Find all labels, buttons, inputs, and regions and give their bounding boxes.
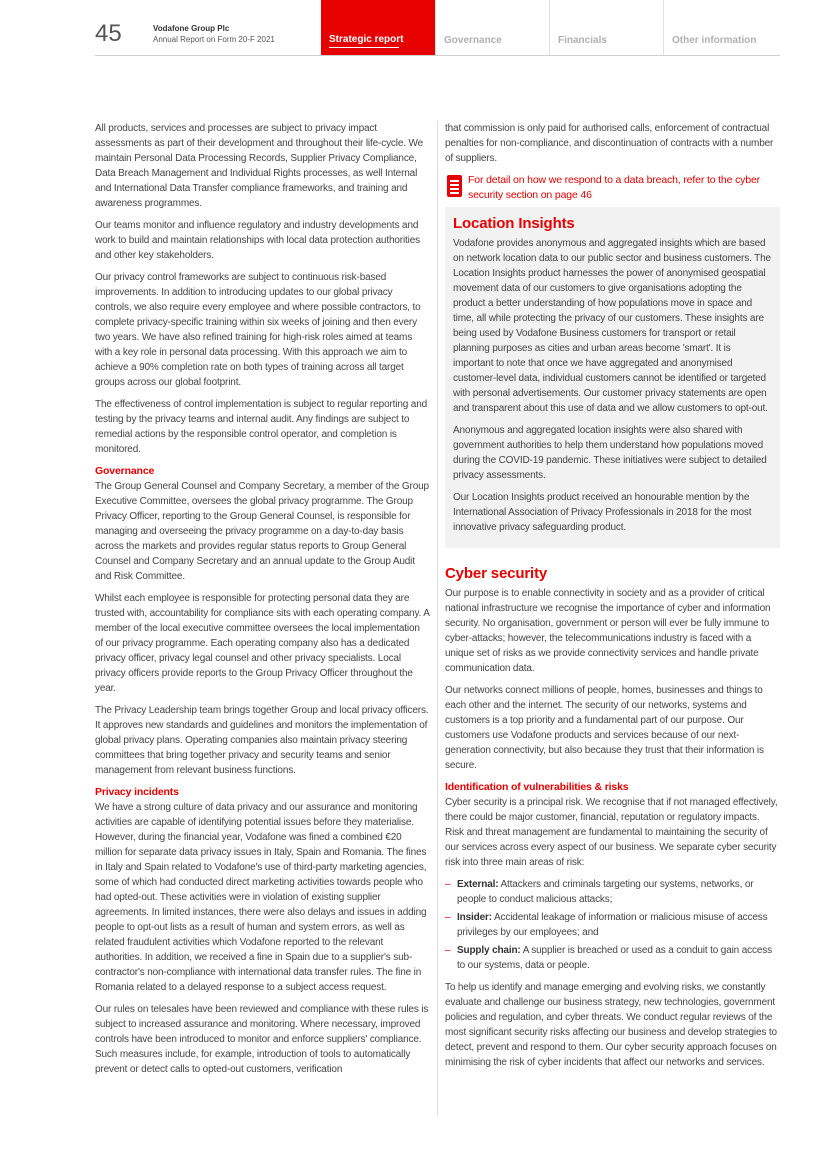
tab-label: Financials — [558, 35, 607, 46]
paragraph: Vodafone provides anonymous and aggregated insights which are based on network location data to our public sector and business customers. The Location Insights product harnesses the power of anonymised geospatial movement data of our customers to give organisations adopting the product a better understanding of how populations move in space and time, all while protecting the privacy of our customers. These insights are being used by Vodafone Business customers for transport or retail planning purposes as cities and urban areas become 'smart'. It is important to note that once we have aggregated and anonymised customer-level data, individual customers cannot be identified or targeted with personal advertisements. Our customer privacy statements are open and transparent about this use of data and we allow customers to opt-out. — [453, 238, 771, 414]
paragraph: Whilst each employee is responsible for protecting personal data they are trusted with, accountability for compliance sits with each operating company. A member of the local executive committee oversees the local implementation of our privacy programme. Each operating company also has a dedicated privacy officer, privacy legal counsel and other privacy specialists. Local privacy officers provide reports to the Group Privacy Officer throughout the year. — [95, 593, 430, 694]
cyber-security-heading: Cyber security — [445, 565, 548, 582]
bullet-text: Accidental leakage of information or malicious misuse of access privileges by our employees; and — [457, 912, 768, 938]
privacy-incidents-heading: Privacy incidents — [95, 786, 179, 798]
paragraph: To help us identify and manage emerging and evolving risks, we constantly evaluate and challenge our business strategy, new technologies, government policies and regulation, and cyber threats. We conduct regular reviews of the most significant security risks affecting our business and develop strategies to detect, prevent and respond to them. Our cyber security approach focuses on minimising the risk of cyber incidents that affect our networks and services. — [445, 982, 777, 1068]
paragraph: All products, services and processes are subject to privacy impact assessments as part of their development and throughout their life-cycle. We maintain Personal Data Processing Records, Supplier Privacy Compliance, Data Breach Management and Individual Rights processes, as well Internal and International Data Transfer compliance frameworks, and training and awareness programmes. — [95, 123, 424, 209]
paragraph: Our networks connect millions of people, homes, businesses and things to each other and the internet. The security of our networks, systems and customers is a top priority and a fundamental part of our purpose. Our customers use Vodafone products and services because of our next-generation connectivity, but also because they trust that their information is secure. — [445, 685, 764, 771]
paragraph: Our rules on telesales have been reviewed and compliance with these rules is subject to increased assurance and monitoring. Where necessary, improved controls have been introduced to monitor and enforce suppliers' compliance. Such measures include, for example, introduction of tools to automatically prevent or detect calls to opted-out customers, verification — [95, 1004, 429, 1075]
tab-governance[interactable] — [435, 0, 550, 56]
paragraph: Our Location Insights product received an honourable mention by the International Association of Privacy Professionals in 2018 for the most innovative privacy safeguarding product. — [453, 492, 752, 533]
tab-label: Governance — [444, 35, 502, 46]
document-icon — [447, 175, 462, 197]
risk-areas-list — [445, 877, 780, 973]
tab-financials[interactable] — [549, 0, 664, 56]
paragraph: Anonymous and aggregated location insights were also shared with government authorities to help them understand how populations moved during the COVID-19 pandemic. These initiatives were subject to detailed privacy assessments. — [453, 425, 767, 481]
paragraph: Cyber security is a principal risk. We recognise that if not managed effectively, there could be major customer, financial, reputation or regulatory impacts. Risk and threat management are fundamental to maintaining the security of our services across every aspect of our business. We separate cyber security risk into three main areas of risk: — [445, 797, 778, 868]
paragraph: The effectiveness of control implementation is subject to regular reporting and testing by the privacy teams and internal audit. Any findings are subject to remedial actions by the responsible control operator, and completion is monitored. — [95, 399, 428, 455]
link-text: For detail on how we respond to a data breach, refer to the cyber security section on page 46 — [468, 174, 761, 201]
tab-label: Other information — [672, 35, 757, 46]
column-divider — [437, 121, 438, 1116]
vulnerabilities-heading: Identification of vulnerabilities & risks — [445, 781, 629, 793]
paragraph: that commission is only paid for authorised calls, enforcement of contractual penalties for non-compliance, and discontinuation of contracts with a number of suppliers. — [445, 123, 774, 164]
bullet-text: A supplier is breached or used as a conduit to gain access to our systems, data or people. — [457, 945, 772, 971]
paragraph: Our privacy control frameworks are subject to continuous risk-based improvements. In addition to introducing updates to our global privacy controls, we also require every employee and where possible contractors, to complete privacy-specific training within six weeks of joining and then every two years. We have also refined training for high-risk roles aimed at teams with a key role in personal data processing. With this approach we aim to achieve a 90% completion rate on both types of training across all target groups across our global footprint. — [95, 272, 421, 388]
report-title: Annual Report on Form 20-F 2021 — [153, 35, 275, 44]
governance-heading: Governance — [95, 465, 155, 477]
left-column — [95, 121, 430, 1084]
bullet-term: External: — [457, 879, 499, 890]
page-header — [0, 0, 826, 56]
tab-label: Strategic report — [329, 34, 404, 45]
paragraph: The Privacy Leadership team brings together Group and local privacy officers. It approves new standards and guidelines and monitors the implementation of global privacy plans. Operating companies also maintain privacy steering committees that bring together privacy and security teams and senior management from relevant business functions. — [95, 705, 429, 776]
location-insights-heading: Location Insights — [453, 215, 575, 232]
paragraph: Our purpose is to enable connectivity in society and as a provider of critical national infrastructure we recognise the importance of cyber and information security. No organisation, government or person will ever be fully immune to cyber-attacks; however, the telecommunications industry is faced with a unique set of risks as we provide connectivity services and handle private communication data. — [445, 588, 771, 674]
right-column — [445, 121, 780, 1077]
paragraph: The Group General Counsel and Company Secretary, a member of the Group Executive Committee, oversees the global privacy programme. The Group Privacy Officer, reporting to the Group General Counsel, is responsible for managing and overseeing the privacy programme on a day-to-day basis across the markets and provides regular status reports to Group General Counsel and Company Secretary and an annual update to the Group Audit and Risk Committee. — [95, 481, 429, 582]
location-insights-box — [445, 207, 780, 548]
list-item — [445, 943, 780, 973]
list-item — [445, 877, 780, 907]
header-divider — [95, 55, 780, 56]
list-item — [445, 910, 780, 940]
data-breach-link[interactable] — [445, 173, 780, 203]
paragraph: We have a strong culture of data privacy and our assurance and monitoring activities are capable of identifying potential issues before they materialise. However, during the financial year, Vodafone was fined a combined €20 million for separate data privacy issues in Italy, Spain and Romania. The fines in Italy and Spain related to Vodafone's use of third-party marketing agencies, some of which had conducted direct marketing activities towards people who had opted-out. These activities were in violation of existing supplier agreements. In limited instances, there were also delays and issues in adding people to opt-out lists as a result of human and system errors, as well as related fraudulent activities which Vodafone reported to the relevant authorities. In addition, we received a fine in Spain due to a supplier's sub-contractor's non-compliance with international data transfer rules. The fine in Romania related to a delayed response to a subject access request. — [95, 802, 427, 993]
page-number: 45 — [95, 20, 122, 47]
active-tab-underline — [329, 47, 399, 48]
tab-other-information[interactable] — [663, 0, 781, 56]
bullet-text: Attackers and criminals targeting our systems, networks, or people to conduct malicious attacks; — [457, 879, 754, 905]
bullet-term: Supply chain: — [457, 945, 521, 956]
bullet-term: Insider: — [457, 912, 492, 923]
company-name: Vodafone Group Plc — [153, 24, 230, 33]
paragraph: Our teams monitor and influence regulatory and industry developments and work to build and maintain relationships with local data protection authorities and other key stakeholders. — [95, 220, 421, 261]
tab-strategic-report[interactable] — [321, 0, 435, 56]
